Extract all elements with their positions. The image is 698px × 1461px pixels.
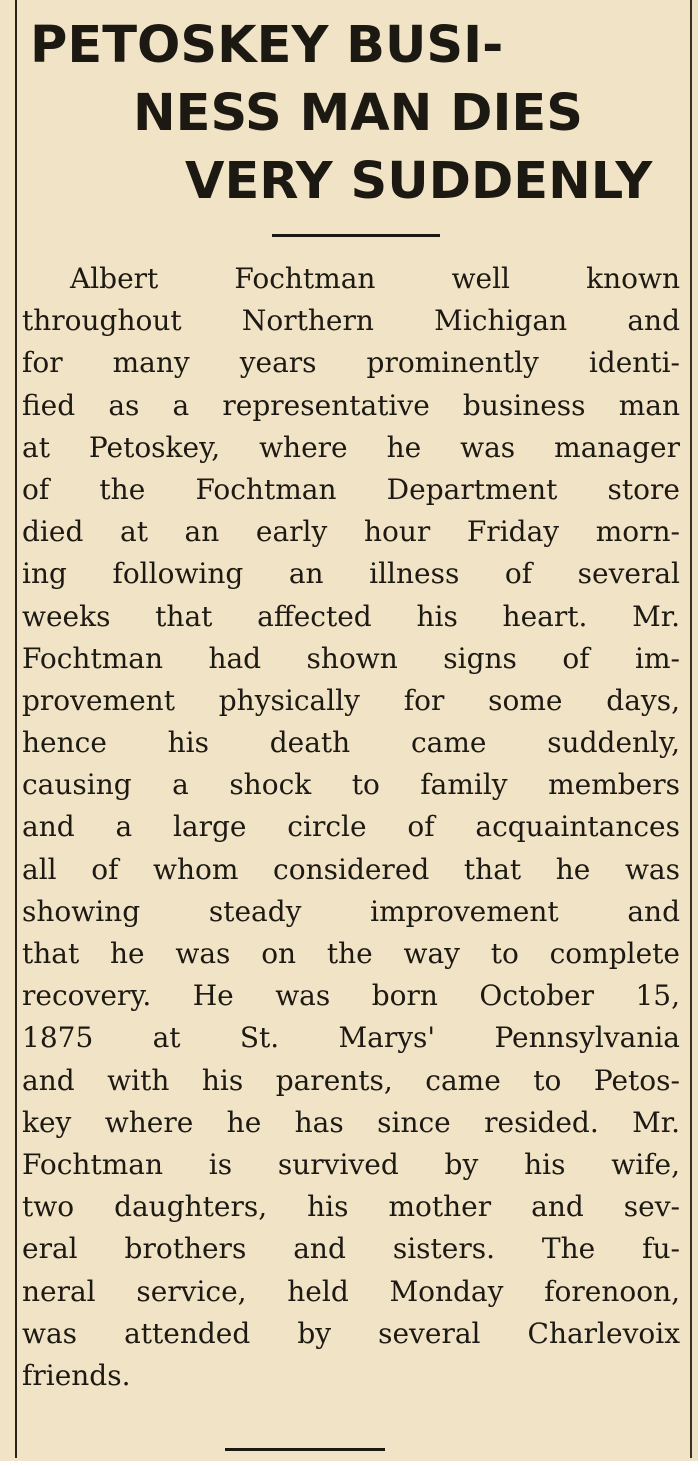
body-line: all of whom considered that he was — [22, 852, 680, 886]
headline-line: NESS MAN DIES — [133, 84, 583, 143]
body-line: recovery. He was born October 15, — [22, 979, 680, 1013]
body-line: hence his death came suddenly, — [22, 726, 680, 760]
article-body — [22, 258, 680, 1397]
column-rule-right — [690, 0, 692, 1458]
body-line: and a large circle of acquaintances — [22, 810, 680, 844]
body-line: and with his parents, came to Petos- — [22, 1063, 680, 1097]
body-line: for many years prominently identi- — [22, 346, 680, 380]
body-line: Fochtman is survived by his wife, — [22, 1147, 680, 1181]
body-line: eral brothers and sisters. The fu- — [22, 1232, 680, 1266]
body-line: causing a shock to family members — [22, 768, 680, 802]
body-line: 1875 at St. Marys' Pennsylvania — [22, 1021, 680, 1055]
body-line: provement physically for some days, — [22, 683, 680, 717]
body-line: key where he has since resided. Mr. — [22, 1105, 680, 1139]
body-line: at Petoskey, where he was manager — [22, 430, 680, 464]
body-line: of the Fochtman Department store — [22, 472, 680, 506]
headline — [30, 12, 690, 216]
body-line: two daughters, his mother and sev- — [22, 1190, 680, 1224]
body-line: throughout Northern Michigan and — [22, 304, 680, 338]
headline-divider — [272, 234, 440, 237]
body-line: fied as a representative business man — [22, 388, 680, 422]
headline-line: PETOSKEY BUSI- — [30, 16, 504, 75]
column-rule-left — [15, 0, 17, 1458]
headline-line: VERY SUDDENLY — [185, 152, 653, 211]
body-line: that he was on the way to complete — [22, 937, 680, 970]
body-line: ing following an illness of several — [22, 557, 680, 591]
body-line: neral service, held Monday forenoon, — [22, 1274, 680, 1308]
body-line: died at an early hour Friday morn- — [22, 515, 680, 549]
bottom-rule — [225, 1448, 385, 1461]
body-line: Fochtman had shown signs of im- — [22, 641, 680, 675]
body-line: weeks that affected his heart. Mr. — [22, 599, 680, 633]
body-line: showing steady improvement and — [22, 894, 680, 928]
body-line: friends. — [22, 1358, 131, 1392]
body-line: Albert Fochtman well known — [70, 262, 680, 295]
body-line: was attended by several Charlevoix — [22, 1316, 680, 1350]
